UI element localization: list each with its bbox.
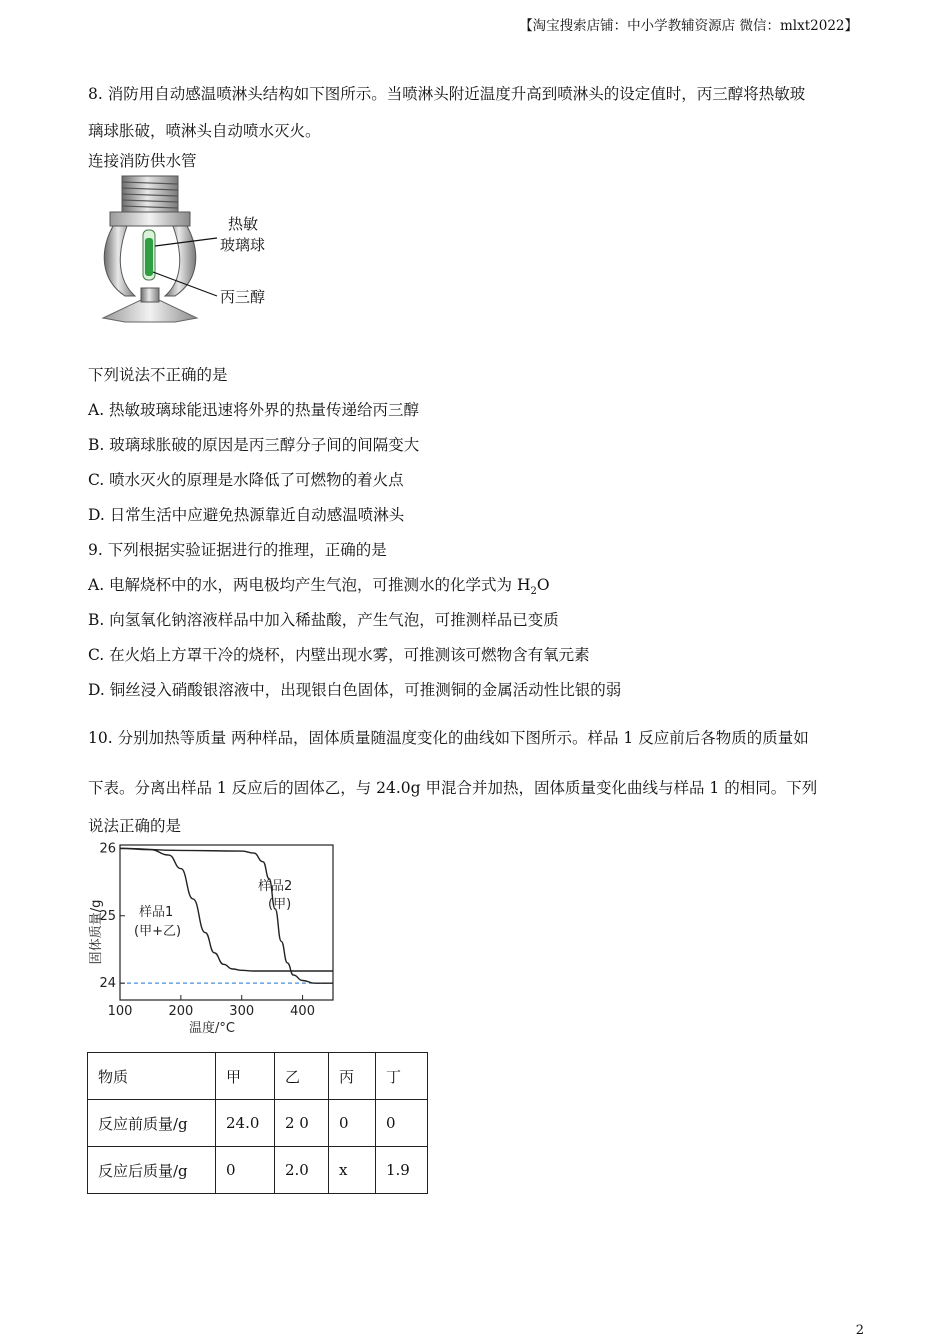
table-row-header (88, 1053, 428, 1100)
mass-temperature-chart (82, 838, 344, 1038)
thread-connector (122, 176, 178, 212)
q10-stem-line3: 说法正确的是 (88, 817, 182, 835)
q8-option-b: B. 玻璃球胀破的原因是丙三醇分子间的间隔变大 (88, 436, 420, 454)
y-axis-label: 固体质量/g (89, 899, 104, 965)
table-cell: 甲 (216, 1053, 275, 1100)
x-tick-label: 300 (229, 1004, 255, 1019)
series-label-sample-1-composition: (甲+乙) (134, 924, 182, 939)
table-cell: 24.0 (216, 1100, 275, 1147)
screw-cap (141, 288, 159, 302)
q9-stem: 9. 下列根据实验证据进行的推理，正确的是 (88, 541, 387, 559)
series-label-sample-2: 样品2 (258, 879, 293, 894)
x-tick-label: 100 (107, 1004, 133, 1019)
table-cell: 2.0 (275, 1147, 329, 1194)
q8-option-c: C. 喷水灭火的原理是水降低了可燃物的着火点 (88, 471, 404, 489)
plot-frame (120, 845, 333, 1000)
q8-stem-line2: 璃球胀破，喷淋头自动喷水灭火。 (88, 122, 321, 140)
table-cell: 2 0 (275, 1100, 329, 1147)
label-heat-sensitive: 热敏 (228, 215, 259, 233)
y-tick-label: 24 (99, 976, 116, 992)
table-cell: 0 (216, 1147, 275, 1194)
q10-stem-line2: 下表。分离出样品 1 反应后的固体乙，与 24.0g 甲混合并加热，固体质量变化曲线与样品 1 的相同。下列 (88, 779, 818, 797)
glycerol-liquid (145, 238, 153, 276)
x-axis-label: 温度/°C (189, 1021, 235, 1036)
series-label-sample-1: 样品1 (139, 905, 174, 920)
table-cell: 0 (329, 1100, 376, 1147)
q8-option-a: A. 热敏玻璃球能迅速将外界的热量传递给丙三醇 (88, 401, 420, 419)
table-cell: 丁 (376, 1053, 428, 1100)
page-number: 2 (855, 1323, 864, 1338)
table-cell: 丙 (329, 1053, 376, 1100)
x-tick-label: 200 (168, 1004, 194, 1019)
hex-body (110, 212, 190, 226)
frame-arm-left (104, 226, 135, 296)
x-tick-label: 400 (290, 1004, 315, 1019)
table-row (88, 1100, 428, 1147)
mass-table (87, 1052, 428, 1194)
table-cell: 反应前质量/g (88, 1100, 216, 1147)
table-cell: 物质 (88, 1053, 216, 1100)
q8-stem-line1: 8. 消防用自动感温喷淋头结构如下图所示。当喷淋头附近温度升高到喷淋头的设定值时，丙三醇将热敏玻 (88, 85, 806, 103)
frame-arm-right (165, 226, 196, 296)
table-cell: x (329, 1147, 376, 1194)
q9-option-b: B. 向氢氧化钠溶液样品中加入稀盐酸，产生气泡，可推测样品已变质 (88, 611, 559, 629)
deflector (103, 300, 197, 322)
sprinkler-caption: 连接消防供水管 (88, 152, 197, 170)
y-tick-label: 26 (99, 841, 116, 857)
page-header: 【淘宝搜索店铺：中小学教辅资源店 微信：mlxt2022】 (519, 18, 858, 34)
series-label-sample-2-composition: (甲) (268, 897, 292, 912)
q9-option-d: D. 铜丝浸入硝酸银溶液中，出现银白色固体，可推测铜的金属活动性比银的弱 (88, 681, 622, 699)
q10-stem-line1: 10. 分别加热等质量 两种样品，固体质量随温度变化的曲线如下图所示。样品 1 反应前后各物质的质量如 (88, 729, 809, 747)
q9-option-a: A. 电解烧杯中的水，两电极均产生气泡，可推测水的化学式为 $H_2O$ (88, 576, 550, 598)
y-tick-label: 25 (99, 908, 116, 924)
label-glycerol: 丙三醇 (220, 288, 266, 306)
label-glass-ball: 玻璃球 (220, 236, 266, 254)
table-cell: 1.9 (376, 1147, 428, 1194)
q8-question: 下列说法不正确的是 (88, 366, 228, 384)
table-cell: 乙 (275, 1053, 329, 1100)
q8-option-d: D. 日常生活中应避免热源靠近自动感温喷淋头 (88, 506, 405, 524)
table-cell: 0 (376, 1100, 428, 1147)
table-row (88, 1147, 428, 1194)
q9-option-c: C. 在火焰上方罩干冷的烧杯，内壁出现水雾，可推测该可燃物含有氧元素 (88, 646, 590, 664)
sprinkler-figure (95, 172, 295, 330)
table-cell: 反应后质量/g (88, 1147, 216, 1194)
